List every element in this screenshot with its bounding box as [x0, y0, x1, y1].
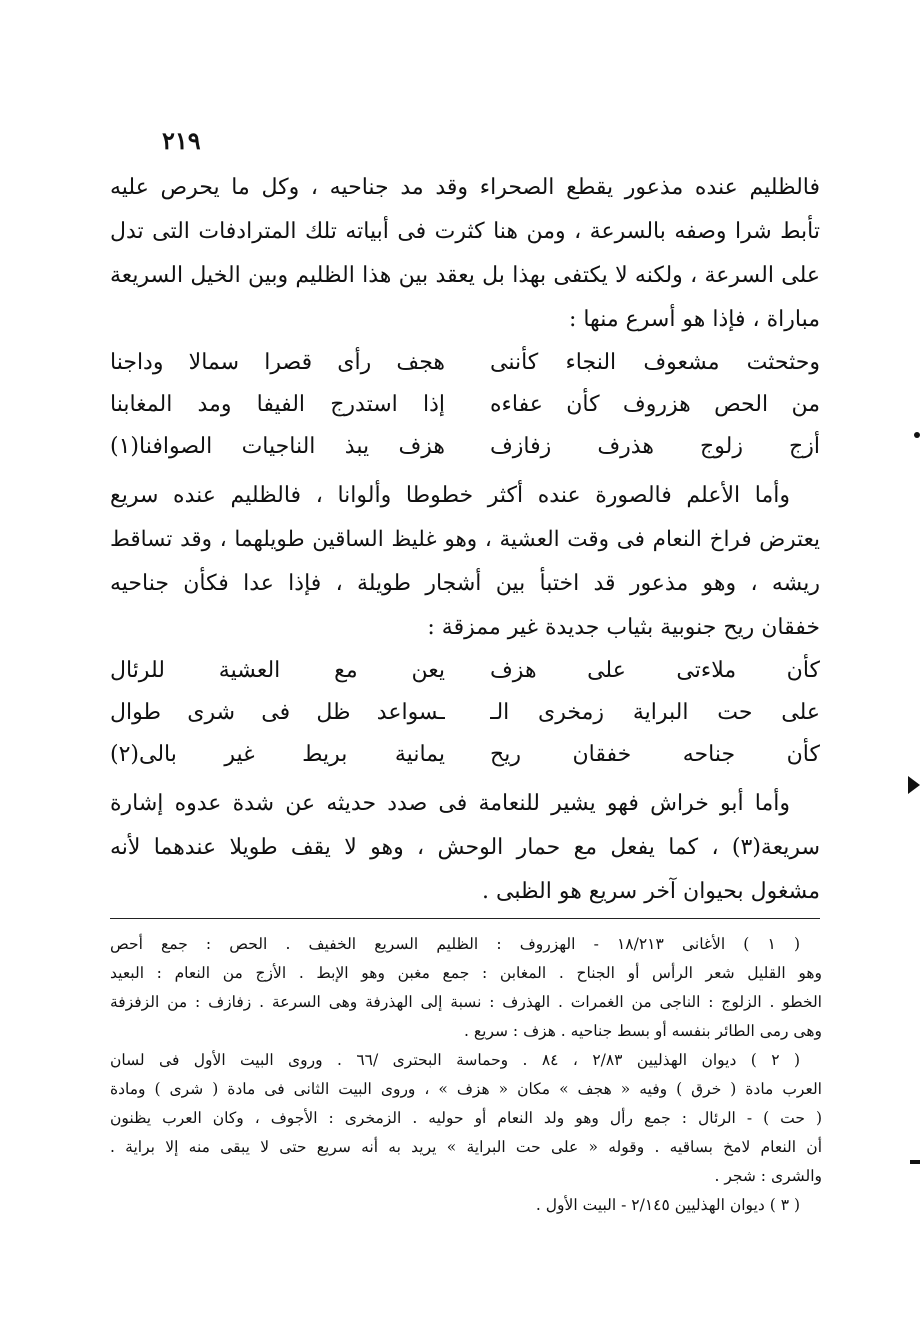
text-line: ريشه ، وهو مذعور قد اختبأ بين أشجار طويلة ، فإذا عدا فكأن جناحيه — [110, 571, 820, 596]
text-line: مشغول بحيوان آخر سريع هو الظبى . — [482, 879, 820, 904]
body-text — [110, 166, 820, 914]
paragraph-1 — [110, 166, 820, 342]
verse-first-hemistich: على حت البراية زمخرى الـ — [490, 700, 820, 725]
footnote-divider — [110, 918, 820, 919]
footnote-line: أن النعام لامخ بساقيه . وقوله « على حت البراية » يريد به أنه سريع حتى لا يبقى منه إلا براية . — [110, 1138, 822, 1156]
text-line: فالظليم عنده مذعور يقطع الصحراء وقد مد جناحيه ، وكل ما يحرص عليه — [110, 175, 820, 200]
text-line: على السرعة ، ولكنه لا يكتفى بهذا بل يعقد بين هذا الظليم وبين الخيل السريعة — [110, 263, 820, 288]
text-line: تأبط شرا وصفه بالسرعة ، ومن هنا كثرت فى أبياته تلك المترادفات التى تدل — [110, 219, 820, 244]
verse-first-hemistich: وحثحثت مشعوف النجاء كأننى — [490, 350, 820, 375]
verse-first-hemistich: من الحص هزروف كأن عفاءه — [490, 392, 820, 417]
verse-second-hemistich: هجف رأى قصرا سمالا وداجنا — [110, 350, 445, 375]
verse-line — [110, 734, 820, 776]
poem-2 — [110, 650, 820, 776]
footnote-line: والشرى : شجر . — [714, 1167, 822, 1185]
verse-second-hemistich: يمانية بريط غير بالى(٢) — [110, 742, 445, 767]
footnote-2 — [110, 1046, 822, 1191]
verse-line — [110, 692, 820, 734]
footnote-line: الخطو . الزلوج : الناجى من الغمرات . الهذرف : نسبة إلى الهذرفة وهى السرعة . زفازف : من الزفزفة — [110, 993, 822, 1011]
verse-line — [110, 342, 820, 384]
scan-mark — [914, 432, 920, 438]
text-line: سريعة(٣) ، كما يفعل مع حمار الوحش ، وهو لا يقف طويلا عندهما لأنه — [110, 835, 820, 860]
verse-first-hemistich: أزج زلوج هذرف زفازف — [490, 434, 820, 459]
footnotes — [110, 930, 822, 1220]
text-line: خفقان ريح جنوبية بثياب جديدة غير ممزقة : — [427, 615, 820, 640]
footnote-line: ( حت ) - الرئال : جمع رأل وهو ولد النعام أو حوليه . الزمخرى : الأجوف ، وكان العرب يظنون — [110, 1109, 822, 1127]
verse-second-hemistich: هزف يبذ الناجيات الصوافنا(١) — [110, 434, 445, 459]
verse-line — [110, 384, 820, 426]
verse-line — [110, 426, 820, 468]
footnote-line: وهو القليل شعر الرأس أو الجناح . المغابن : جمع مغبن وهو الإبط . الأزج من النعام : البعيد — [110, 964, 822, 982]
footnote-3 — [110, 1191, 822, 1220]
paragraph-3 — [110, 782, 820, 914]
page-number: ٢١٩ — [162, 126, 201, 155]
scan-mark — [910, 1160, 920, 1164]
text-line: مباراة ، فإذا هو أسرع منها : — [568, 307, 820, 332]
verse-line — [110, 650, 820, 692]
verse-second-hemistich: إذا استدرج الفيفا ومد المغابنا — [110, 392, 445, 417]
verse-first-hemistich: كأن جناحه خفقان ريح — [490, 742, 820, 767]
poem-1 — [110, 342, 820, 468]
footnote-line: العرب مادة ( خرق ) وفيه « هجف » مكان « هزف » ، وروى البيت الثانى فى مادة ( شرى ) ومادة — [110, 1080, 822, 1098]
footnote-line: ( ٣ ) ديوان الهذليين ٢/١٤٥ - البيت الأول . — [535, 1196, 800, 1214]
footnote-1 — [110, 930, 822, 1046]
text-line: يعترض فراخ النعام فى وقت العشية ، وهو غليظ الساقين طويلهما ، وقد تساقط — [110, 527, 820, 552]
text-line: وأما أبو خراش فهو يشير للنعامة فى صدد حديثه عن شدة عدوه إشارة — [110, 791, 790, 816]
footnote-line: وهى رمى الطائر بنفسه أو بسط جناحيه . هزف : سريع . — [464, 1022, 822, 1040]
verse-second-hemistich: يعن مع العشية للرئال — [110, 658, 445, 683]
verse-second-hemistich: ـسواعد ظل فى شرى طوال — [110, 700, 445, 725]
text-line: وأما الأعلم فالصورة عنده أكثر خطوطا وألوانا ، فالظليم عنده سريع — [110, 483, 790, 508]
verse-first-hemistich: كأن ملاءتى على هزف — [490, 658, 820, 683]
footnote-line: ( ٢ ) ديوان الهذليين ٢/٨٣ ، ٨٤ . وحماسة البحترى /٦٦ . وروى البيت الأول فى لسان — [110, 1051, 801, 1069]
paragraph-2 — [110, 474, 820, 650]
footnote-line: ( ١ ) الأغانى ١٨/٢١٣ - الهزروف : الظليم السريع الخفيف . الحص : جمع أحص — [110, 935, 800, 953]
scan-mark — [908, 776, 920, 794]
